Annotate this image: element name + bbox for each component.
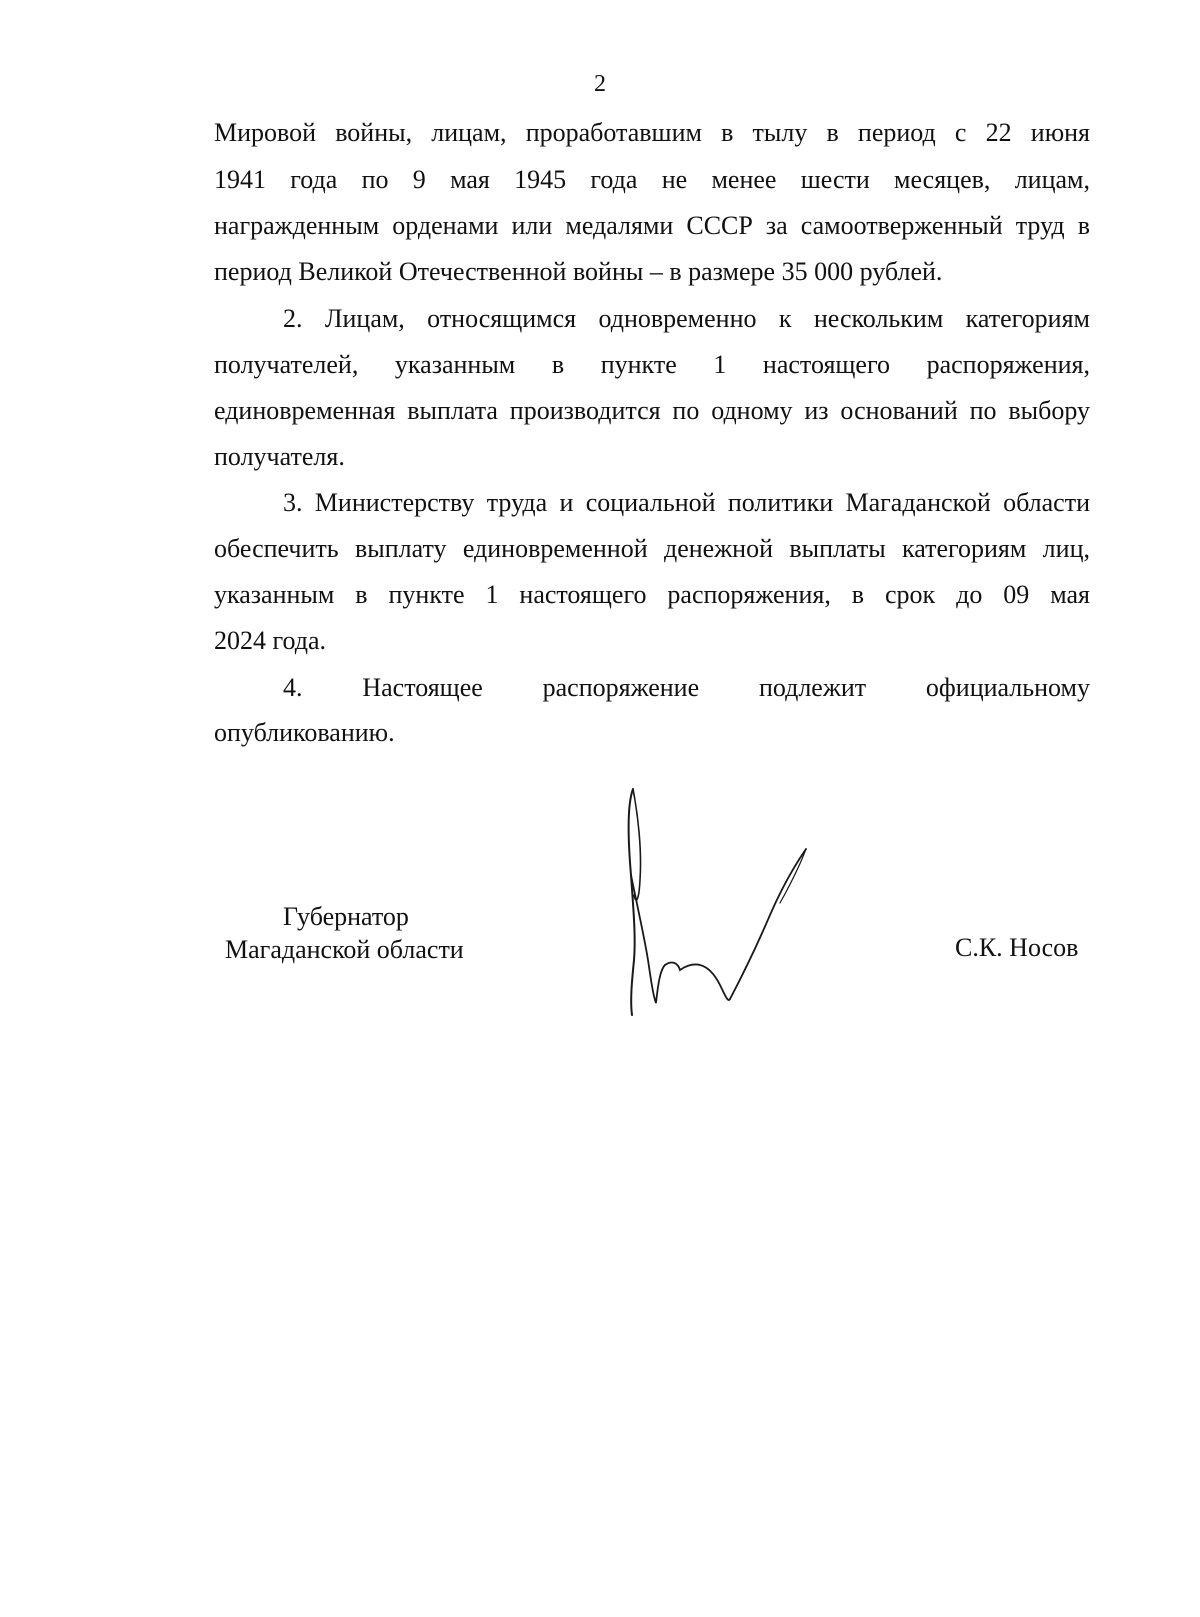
paragraph-2-line-2: получателей, указанным в пункте 1 настоящего распоряжения, (214, 350, 1090, 379)
paragraph-4-line-2: опубликованию. (214, 718, 395, 747)
paragraph-4-line-1: 4. Настоящее распоряжение подлежит официальному (283, 673, 1090, 702)
text-line-2: 1941 года по 9 мая 1945 года не менее шести месяцев, лицам, (214, 165, 1090, 194)
paragraph-2-line-3: единовременная выплата производится по одному из оснований по выбору (214, 396, 1090, 425)
handwritten-signature (620, 785, 840, 1045)
paragraph-3-line-4: 2024 года. (214, 626, 327, 655)
page-number: 2 (594, 71, 606, 97)
signatory-title-line-1: Губернатор (283, 902, 409, 931)
paragraph-3-line-1: 3. Министерству труда и социальной политики Магаданской области (283, 488, 1090, 517)
text-line-1: Мировой войны, лицам, проработавшим в тылу в период с 22 июня (214, 118, 1090, 147)
text-line-4: период Великой Отечественной войны – в размере 35 000 рублей. (214, 257, 943, 286)
text-line-3: награжденным орденами или медалями СССР за самоотверженный труд в (214, 211, 1090, 240)
signatory-title-line-2: Магаданской области (225, 935, 464, 964)
paragraph-2-line-4: получателя. (214, 442, 345, 471)
paragraph-3-line-3: указанным в пункте 1 настоящего распоряжения, в срок до 09 мая (214, 580, 1090, 609)
paragraph-2-line-1: 2. Лицам, относящимся одновременно к нескольким категориям (283, 304, 1090, 333)
paragraph-3-line-2: обеспечить выплату единовременной денежной выплаты категориям лиц, (214, 534, 1090, 563)
signatory-name: С.К. Носов (955, 933, 1079, 962)
